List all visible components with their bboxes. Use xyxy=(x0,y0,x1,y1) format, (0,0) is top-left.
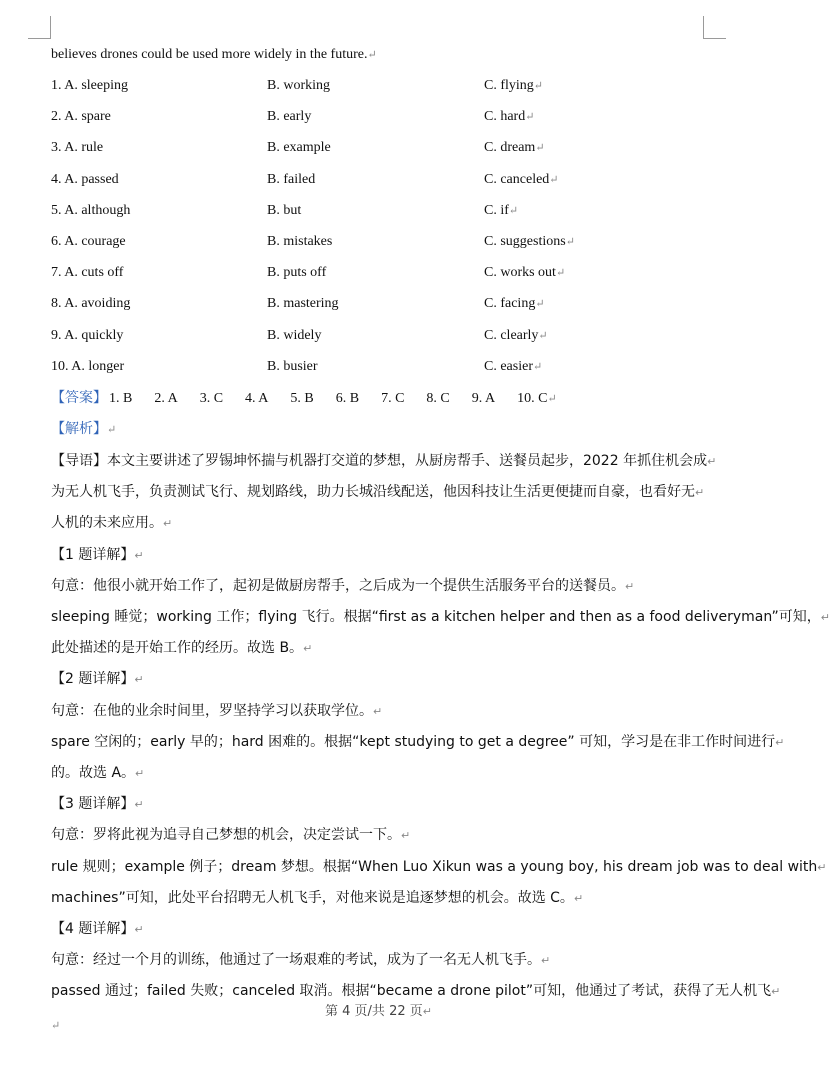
detail-line: passed 通过；failed 失败；canceled 取消。根据“became a drone pilot”可知，他通过了考试，获得了无人机飞↵ xyxy=(51,983,781,1000)
intro-line: believes drones could be used more widely in the future.↵ xyxy=(51,47,377,62)
end-paragraph-mark: ↵ xyxy=(51,1020,61,1032)
answer-label: 【答案】 xyxy=(51,390,107,406)
analysis-label-line: 【解析】↵ xyxy=(51,421,117,437)
option-1-c: C. flying↵ xyxy=(484,78,543,93)
detail-line: spare 空闲的；early 早的；hard 困难的。根据“kept studying to get a degree” 可知，学习是在非工作时间进行↵ xyxy=(51,733,785,750)
option-3-c: C. dream↵ xyxy=(484,140,545,156)
option-6-b: B. mistakes xyxy=(267,234,333,249)
option-8-a: 8. A. avoiding xyxy=(51,296,131,312)
detail-line: 的。故选 A。↵ xyxy=(51,765,145,781)
option-6-c: C. suggestions↵ xyxy=(484,234,575,249)
detail-title: 【2 题详解】↵ xyxy=(51,671,144,688)
option-3-a: 3. A. rule xyxy=(51,140,104,156)
detail-line: 句意：经过一个月的训练，他通过了一场艰难的考试，成为了一名无人机飞手。↵ xyxy=(51,952,551,969)
answer-item: 5. B xyxy=(290,391,314,406)
detail-line: 此处描述的是开始工作的经历。故选 B。↵ xyxy=(51,640,313,657)
detail-line: 句意：他很小就开始工作了，起初是做厨房帮手，之后成为一个提供生活服务平台的送餐员。↵ xyxy=(51,577,635,594)
option-10-a: 10. A. longer xyxy=(51,358,125,374)
guide-line: 为无人机飞手，负责测试飞行、规划路线，助力长城沿线配送，他因科技让生活更便捷而自豪，也看好无↵ xyxy=(51,484,705,501)
option-1-b: B. working xyxy=(267,78,330,93)
option-4-b: B. failed xyxy=(267,171,316,187)
option-10-c: C. easier↵ xyxy=(484,358,543,374)
detail-line: machines”可知，此处平台招聘无人机飞手，对他来说是追逐梦想的机会。故选 C。↵ xyxy=(51,889,584,906)
answer-item: 7. C xyxy=(381,391,405,406)
detail-title: 【4 题详解】↵ xyxy=(51,921,144,937)
option-5-c: C. if↵ xyxy=(484,202,519,218)
answer-item: 3. C xyxy=(199,391,224,406)
answer-item: 6. B xyxy=(335,391,360,406)
option-6-a: 6. A. courage xyxy=(51,234,126,249)
answer-item: 9. A xyxy=(471,391,496,406)
option-2-c: C. hard↵ xyxy=(484,109,535,125)
option-7-c: C. works out↵ xyxy=(484,265,566,281)
option-8-b: B. mastering xyxy=(267,296,339,312)
detail-line: 句意：在他的业余时间里，罗坚持学习以获取学位。↵ xyxy=(51,702,383,719)
crop-mark-top-left xyxy=(28,16,51,39)
option-5-b: B. but xyxy=(267,202,302,218)
page-footer: 第 4 页/共 22 页↵ xyxy=(325,1004,432,1019)
option-2-b: B. early xyxy=(267,109,312,125)
option-3-b: B. example xyxy=(267,140,331,156)
detail-line: sleeping 睡觉；working 工作；flying 飞行。根据“first as a kitchen helper and then as a food deliveryman”可知，↵ xyxy=(51,609,830,625)
detail-line: 句意：罗将此视为追寻自己梦想的机会，决定尝试一下。↵ xyxy=(51,827,411,844)
option-9-a: 9. A. quickly xyxy=(51,327,124,343)
answer-line: 【答案】 1. B 2. A 3. C 4. A 5. B 6. B 7. C 8. C 9. A 10. C↵ xyxy=(51,388,557,409)
answer-item: 8. C xyxy=(426,391,450,406)
crop-mark-top-right xyxy=(703,16,726,39)
answer-item: 2. A xyxy=(154,391,178,406)
option-7-b: B. puts off xyxy=(267,265,327,281)
answer-item: 10. C xyxy=(517,391,548,406)
option-9-c: C. clearly↵ xyxy=(484,327,548,343)
detail-title: 【1 题详解】↵ xyxy=(51,546,144,563)
option-2-a: 2. A. spare xyxy=(51,109,111,125)
option-9-b: B. widely xyxy=(267,327,322,343)
answer-item: 1. B xyxy=(109,391,133,406)
answer-item: 4. A xyxy=(245,391,269,406)
guide-line: 【导语】本文主要讲述了罗锡坤怀揣与机器打交道的梦想，从厨房帮手、送餐员起步，2022 年抓住机会成↵ xyxy=(51,453,717,469)
detail-title: 【3 题详解】↵ xyxy=(51,796,144,813)
option-4-a: 4. A. passed xyxy=(51,171,119,187)
option-4-c: C. canceled↵ xyxy=(484,171,559,187)
guide-line: 人机的未来应用。↵ xyxy=(51,515,173,532)
option-1-a: 1. A. sleeping xyxy=(51,78,128,93)
option-10-b: B. busier xyxy=(267,358,318,374)
option-7-a: 7. A. cuts off xyxy=(51,265,124,281)
option-8-c: C. facing↵ xyxy=(484,296,545,312)
option-5-a: 5. A. although xyxy=(51,202,131,218)
detail-line: rule 规则；example 例子；dream 梦想。根据“When Luo Xikun was a young boy, his dream job was to deal with↵ xyxy=(51,858,827,875)
